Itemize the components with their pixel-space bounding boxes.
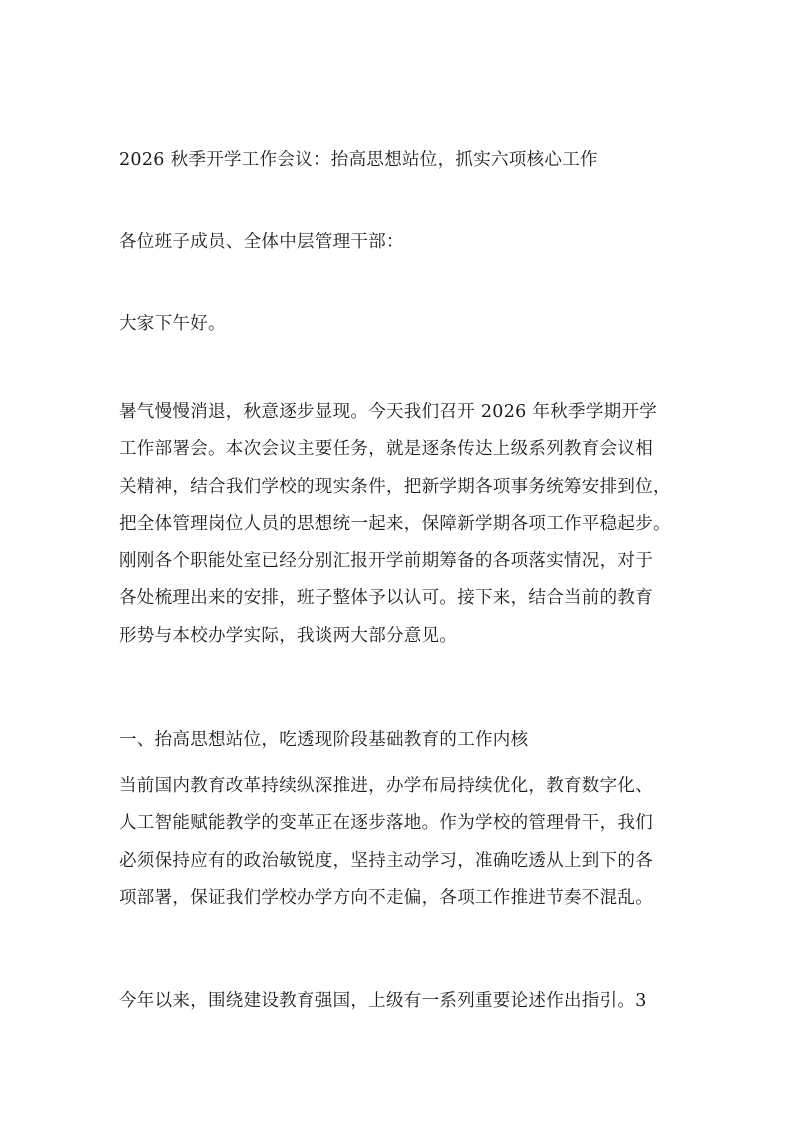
paragraph-line: 人工智能赋能教学的变革正在逐步落地。作为学校的管理骨干，我们	[119, 813, 653, 834]
paragraph-line: 把全体管理岗位人员的思想统一起来，保障新学期各项工作平稳起步。	[119, 513, 671, 534]
paragraph-line: 必须保持应有的政治敏锐度，坚持主动学习，准确吃透从上到下的各	[119, 850, 653, 871]
paragraph-line: 刚刚各个职能处室已经分别汇报开学前期筹备的各项落实情况，对于	[119, 551, 653, 572]
salutation: 各位班子成员、全体中层管理干部：	[119, 232, 404, 252]
paragraph-line: 当前国内教育改革持续纵深推进，办学布局持续优化，教育数字化、	[119, 776, 653, 796]
paragraph-line: 暑气慢慢消退，秋意逐步显现。今天我们召开 2026 年秋季学期开学	[119, 402, 658, 422]
section-heading: 一、抬高思想站位，吃透现阶段基础教育的工作内核	[119, 730, 529, 750]
document-title: 2026 秋季开学工作会议：抬高思想站位，抓实六项核心工作	[119, 150, 598, 170]
paragraph-line: 今年以来，围绕建设教育强国，上级有一系列重要论述作出指引。3	[119, 991, 647, 1011]
paragraph-line: 关精神，结合我们学校的现实条件，把新学期各项事务统筹安排到位，	[119, 476, 671, 497]
paragraph-2	[119, 768, 694, 917]
paragraph-3	[119, 983, 694, 1020]
paragraph-line: 各处梳理出来的安排，班子整体予以认可。接下来，结合当前的教育	[119, 588, 653, 609]
paragraph-line: 项部署，保证我们学校办学方向不走偏，各项工作推进节奏不混乱。	[119, 887, 653, 908]
paragraph-line: 形势与本校办学实际，我谈两大部分意见。	[119, 625, 458, 646]
greeting: 大家下午好。	[119, 314, 226, 334]
paragraph-1	[119, 394, 694, 655]
paragraph-line: 工作部署会。本次会议主要任务，就是逐条传达上级系列教育会议相	[119, 439, 653, 460]
